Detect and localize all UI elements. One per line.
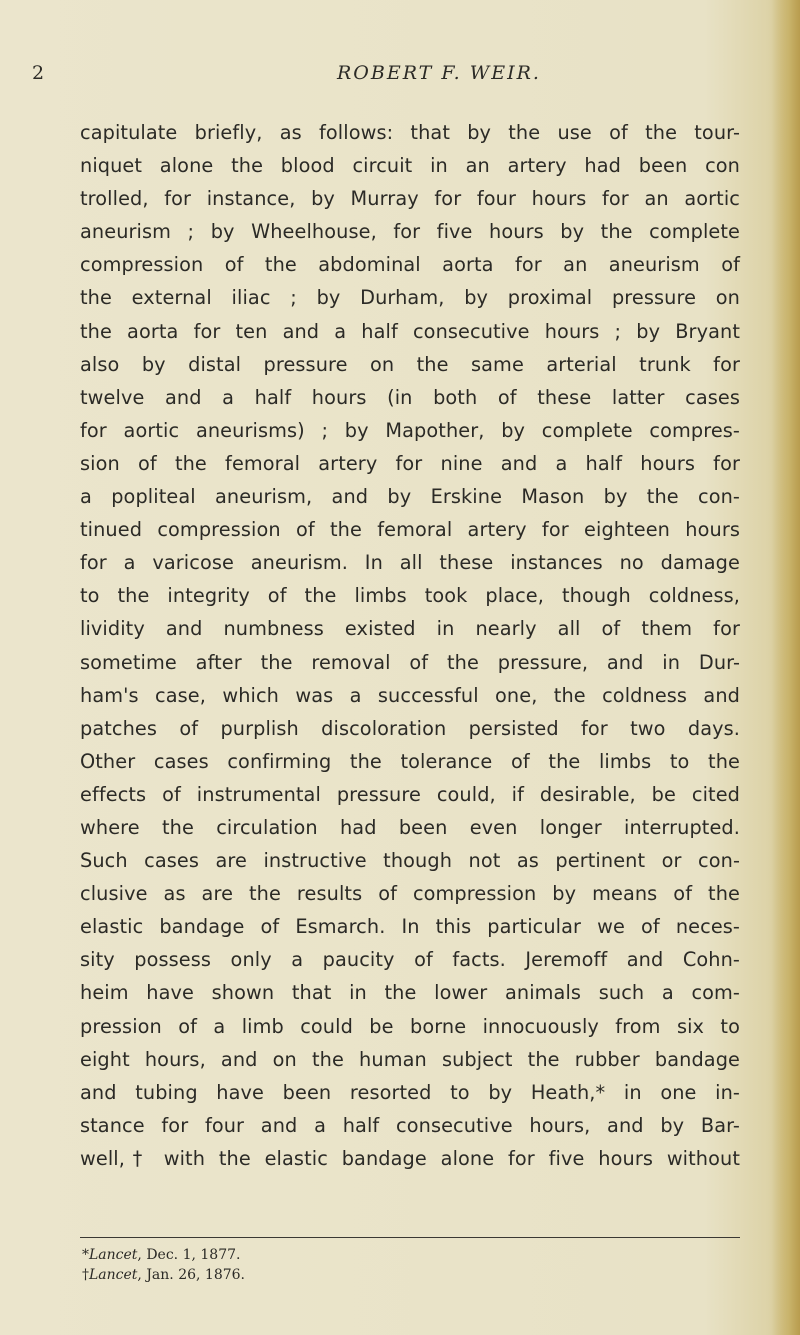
text-line: capitulate briefly, as follows: that by the use of the tour-	[80, 121, 740, 144]
text-line: also by distal pressure on the same arterial trunk for	[80, 352, 740, 376]
text-line: compression of the abdominal aorta for an aneurism of	[80, 253, 740, 277]
footnote-date: , Dec. 1, 1877.	[137, 1247, 241, 1263]
text-line: the aorta for ten and a half consecutive hours ; by Bryant	[80, 319, 740, 343]
text-line: trolled, for instance, by Murray for four hours for an aortic	[80, 187, 740, 211]
footnote-date: , Jan. 26, 1876.	[137, 1267, 245, 1283]
text-line: aneurism ; by Wheelhouse, for five hours by the complete	[80, 220, 740, 244]
text-line: lividity and numbness existed in nearly all of them for	[80, 617, 740, 641]
text-line: Other cases confirming the tolerance of the limbs to the	[80, 749, 740, 773]
page-header	[32, 62, 732, 92]
text-line: the external iliac ; by Durham, by proximal pressure on	[80, 286, 740, 310]
text-line: tinued compression of the femoral artery for eighteen hours	[80, 518, 740, 542]
text-line: effects of instrumental pressure could, if desirable, be cited	[80, 782, 740, 806]
text-line: pression of a limb could be borne innocuously from six to	[80, 1014, 740, 1038]
footnote-mark: *	[82, 1247, 89, 1263]
text-line: clusive as are the results of compression by means of the	[80, 882, 740, 906]
text-line: patches of purplish discoloration persisted for two days.	[80, 716, 740, 740]
text-line: sity possess only a paucity of facts. Jeremoff and Cohn-	[80, 948, 740, 972]
page-number: 2	[32, 62, 46, 84]
text-line: where the circulation had been even longer interrupted.	[80, 815, 740, 839]
footnote-mark: †	[82, 1267, 89, 1283]
text-line: elastic bandage of Esmarch. In this particular we of neces-	[80, 915, 740, 939]
text-line: a popliteal aneurism, and by Erskine Mason by the con-	[80, 485, 740, 509]
footnote	[82, 1245, 482, 1265]
text-line: sometime after the removal of the pressure, and in Dur-	[80, 650, 740, 674]
text-line: stance for four and a half consecutive hours, and by Bar-	[80, 1113, 740, 1137]
text-line: and tubing have been resorted to by Heath,* in one in-	[80, 1080, 740, 1104]
text-line: niquet alone the blood circuit in an artery had been con	[80, 154, 740, 178]
text-line: to the integrity of the limbs took place, though coldness,	[80, 584, 740, 608]
footnote-rule	[80, 1237, 740, 1238]
text-line: for aortic aneurisms) ; by Mapother, by complete compres-	[80, 418, 740, 442]
footnote-source: Lancet	[89, 1247, 138, 1263]
footnotes	[82, 1245, 482, 1285]
text-line: sion of the femoral artery for nine and a half hours for	[80, 451, 740, 475]
text-line: well,† with the elastic bandage alone for five hours without	[80, 1146, 740, 1170]
body-text	[80, 116, 740, 1175]
running-head: ROBERT F. WEIR.	[337, 62, 541, 84]
text-line: eight hours, and on the human subject the rubber bandage	[80, 1047, 740, 1071]
text-line: ham's case, which was a successful one, the coldness and	[80, 683, 740, 707]
page-edge-shadow	[772, 0, 800, 1335]
text-line: Such cases are instructive though not as pertinent or con-	[80, 849, 740, 873]
text-line: twelve and a half hours (in both of these latter cases	[80, 385, 740, 409]
footnote	[82, 1265, 482, 1285]
footnote-source: Lancet	[89, 1267, 138, 1283]
text-line: for a varicose aneurism. In all these instances no damage	[80, 551, 740, 575]
text-line: heim have shown that in the lower animals such a com-	[80, 981, 740, 1005]
